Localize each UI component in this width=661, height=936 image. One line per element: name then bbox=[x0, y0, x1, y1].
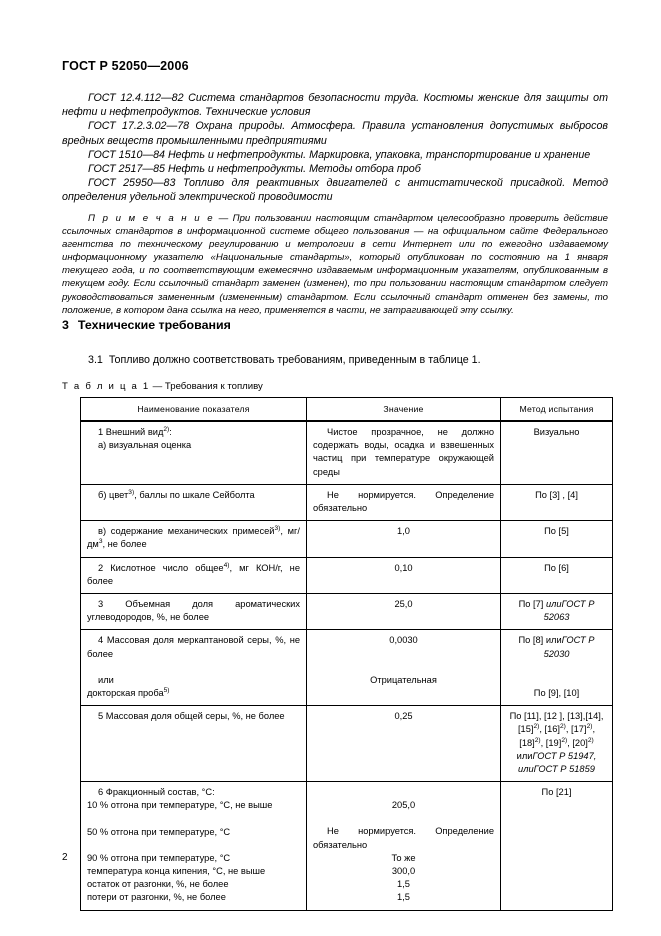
cell-test-method: По [21] bbox=[501, 782, 613, 910]
reference-list bbox=[62, 91, 608, 205]
reference-item: ГОСТ 2517—85 Нефть и нефтепродукты. Методы отбора проб bbox=[88, 163, 421, 176]
cell-value: Не нормируется. Определение обязательно bbox=[307, 484, 501, 520]
cell-value: 0,25 bbox=[307, 706, 501, 782]
cell-test-method: По [3] , [4] bbox=[501, 484, 613, 520]
cell-test-method: По [8] илиГОСТ Р 52030 По [9], [10] bbox=[501, 630, 613, 706]
cell-indicator-name: в) содержание механических примесей$^{3)}$, $мг/дм^3$, не более bbox=[81, 521, 307, 557]
table-header bbox=[81, 398, 613, 422]
cell-test-method: По [5] bbox=[501, 521, 613, 557]
page-number: 2 bbox=[62, 852, 68, 863]
reference-item: ГОСТ 12.4.112—82 Система стандартов безопасности труда. Костюмы женские для защиты от нефти и нефтепродуктов. Технические условия bbox=[62, 92, 608, 119]
section-title: Технические требования bbox=[77, 318, 231, 332]
note-dash: — bbox=[214, 213, 233, 224]
clause-number: 3.1 bbox=[88, 354, 103, 366]
column-header-value: Значение bbox=[307, 398, 501, 422]
cell-indicator-name: б) цвет$^{3)}$, баллы по шкале Сейболта bbox=[81, 484, 307, 520]
cell-test-method: По [7] илиГОСТ Р 52063 bbox=[501, 594, 613, 630]
section-number: 3 bbox=[62, 318, 69, 332]
cell-indicator-name: 1 Внешний вид$^{2)}$: а) визуальная оценка bbox=[81, 421, 307, 484]
table-caption-title: Требования к топливу bbox=[164, 381, 263, 392]
table-caption-dash: — bbox=[149, 381, 165, 392]
cell-value: Чистое прозрачное, не должно содержать воды, осадка и взвешенных частиц при температуре окружающей среды bbox=[307, 421, 501, 484]
table-body bbox=[81, 421, 613, 910]
cell-test-method: По [11], [12 ], [13],[14], $[15]^{2)}$, $[16]^{2)}$, $[17]^{2)},[18]^{2)}$, $[19]^{2)}$, $[20]^{2)}$ илиГОСТ Р 51947, илиГОСТ Р 51859 bbox=[501, 706, 613, 782]
cell-indicator-name: 4 Массовая доля меркаптановой серы, %, не более или докторская проба$^{5)}$ bbox=[81, 630, 307, 706]
page-title: ГОСТ Р 52050—2006 bbox=[62, 59, 189, 73]
cell-indicator-name: 2 Кислотное число общее$^{4)}$, мг КОН/г, не более bbox=[81, 557, 307, 593]
note-text: При пользовании настоящим стандартом целесообразно проверить действие ссылочных стандартов в информационной системе общего пользования — на официальном сайте Федерального агентства по техническому регулированию и метрологии в сети Интернет или по ежегодно издаваемому информационному указателю «Национальные стандарты», который опубликован по состоянию на 1 января текущего года, и по соответствующим ежемесячно издаваемым информационным указателям, опубликованным в текущем году. Если ссылочный стандарт заменен (изменен), то при пользовании настоящим стандартом следует руководствоваться замененным (измененным) стандартом. Если ссылочный стандарт отменен без замены, то положение, в котором дана ссылка на него, применяется в части, не затрагивающей эту ссылку. bbox=[62, 213, 608, 316]
table-caption bbox=[62, 381, 263, 392]
note-block bbox=[62, 212, 608, 317]
table-row bbox=[81, 557, 613, 593]
table-row bbox=[81, 484, 613, 520]
table-row bbox=[81, 706, 613, 782]
column-header-method: Метод испытания bbox=[501, 398, 613, 422]
cell-value: 0,10 bbox=[307, 557, 501, 593]
cell-value: 25,0 bbox=[307, 594, 501, 630]
cell-test-method: По [6] bbox=[501, 557, 613, 593]
section-heading bbox=[62, 318, 231, 332]
column-header-name: Наименование показателя bbox=[81, 398, 307, 422]
clause-3-1 bbox=[62, 353, 608, 367]
cell-value: 0,0030 Отрицательная bbox=[307, 630, 501, 706]
table-row bbox=[81, 630, 613, 706]
table-row bbox=[81, 782, 613, 910]
reference-item: ГОСТ 17.2.3.02—78 Охрана природы. Атмосфера. Правила установления допустимых выбросов вредных веществ промышленными предприятиями bbox=[62, 120, 608, 147]
cell-value: 1,0 bbox=[307, 521, 501, 557]
table-row bbox=[81, 594, 613, 630]
table-header-row bbox=[81, 398, 613, 422]
table-row bbox=[81, 521, 613, 557]
cell-indicator-name: 5 Массовая доля общей серы, %, не более bbox=[81, 706, 307, 782]
table-row bbox=[81, 421, 613, 484]
cell-indicator-name: 3 Объемная доля ароматических углеводородов, %, не более bbox=[81, 594, 307, 630]
table-caption-label: Т а б л и ц а 1 bbox=[62, 381, 150, 392]
cell-indicator-name: 6 Фракционный состав, °С: 10 % отгона при температуре, °С, не выше 50 % отгона при температуре, °С 90 % отгона при температуре, °С температура конца кипения, °С, не выше остаток от разгонки, %, не более потери от разгонки, %, не более bbox=[81, 782, 307, 910]
note-label: П р и м е ч а н и е bbox=[88, 213, 215, 224]
reference-item: ГОСТ 1510—84 Нефть и нефтепродукты. Маркировка, упаковка, транспортирование и хранение bbox=[88, 148, 591, 161]
cell-test-method: Визуально bbox=[501, 421, 613, 484]
requirements-table bbox=[80, 397, 613, 911]
reference-item: ГОСТ 25950—83 Топливо для реактивных двигателей с антистатической присадкой. Метод определения удельной электрической проводимости bbox=[62, 177, 608, 204]
cell-value: 205,0 Не нормируется. Определение обязательно То же 300,0 1,5 1,5 bbox=[307, 782, 501, 910]
clause-text: Топливо должно соответствовать требованиям, приведенным в таблице 1. bbox=[108, 354, 481, 366]
